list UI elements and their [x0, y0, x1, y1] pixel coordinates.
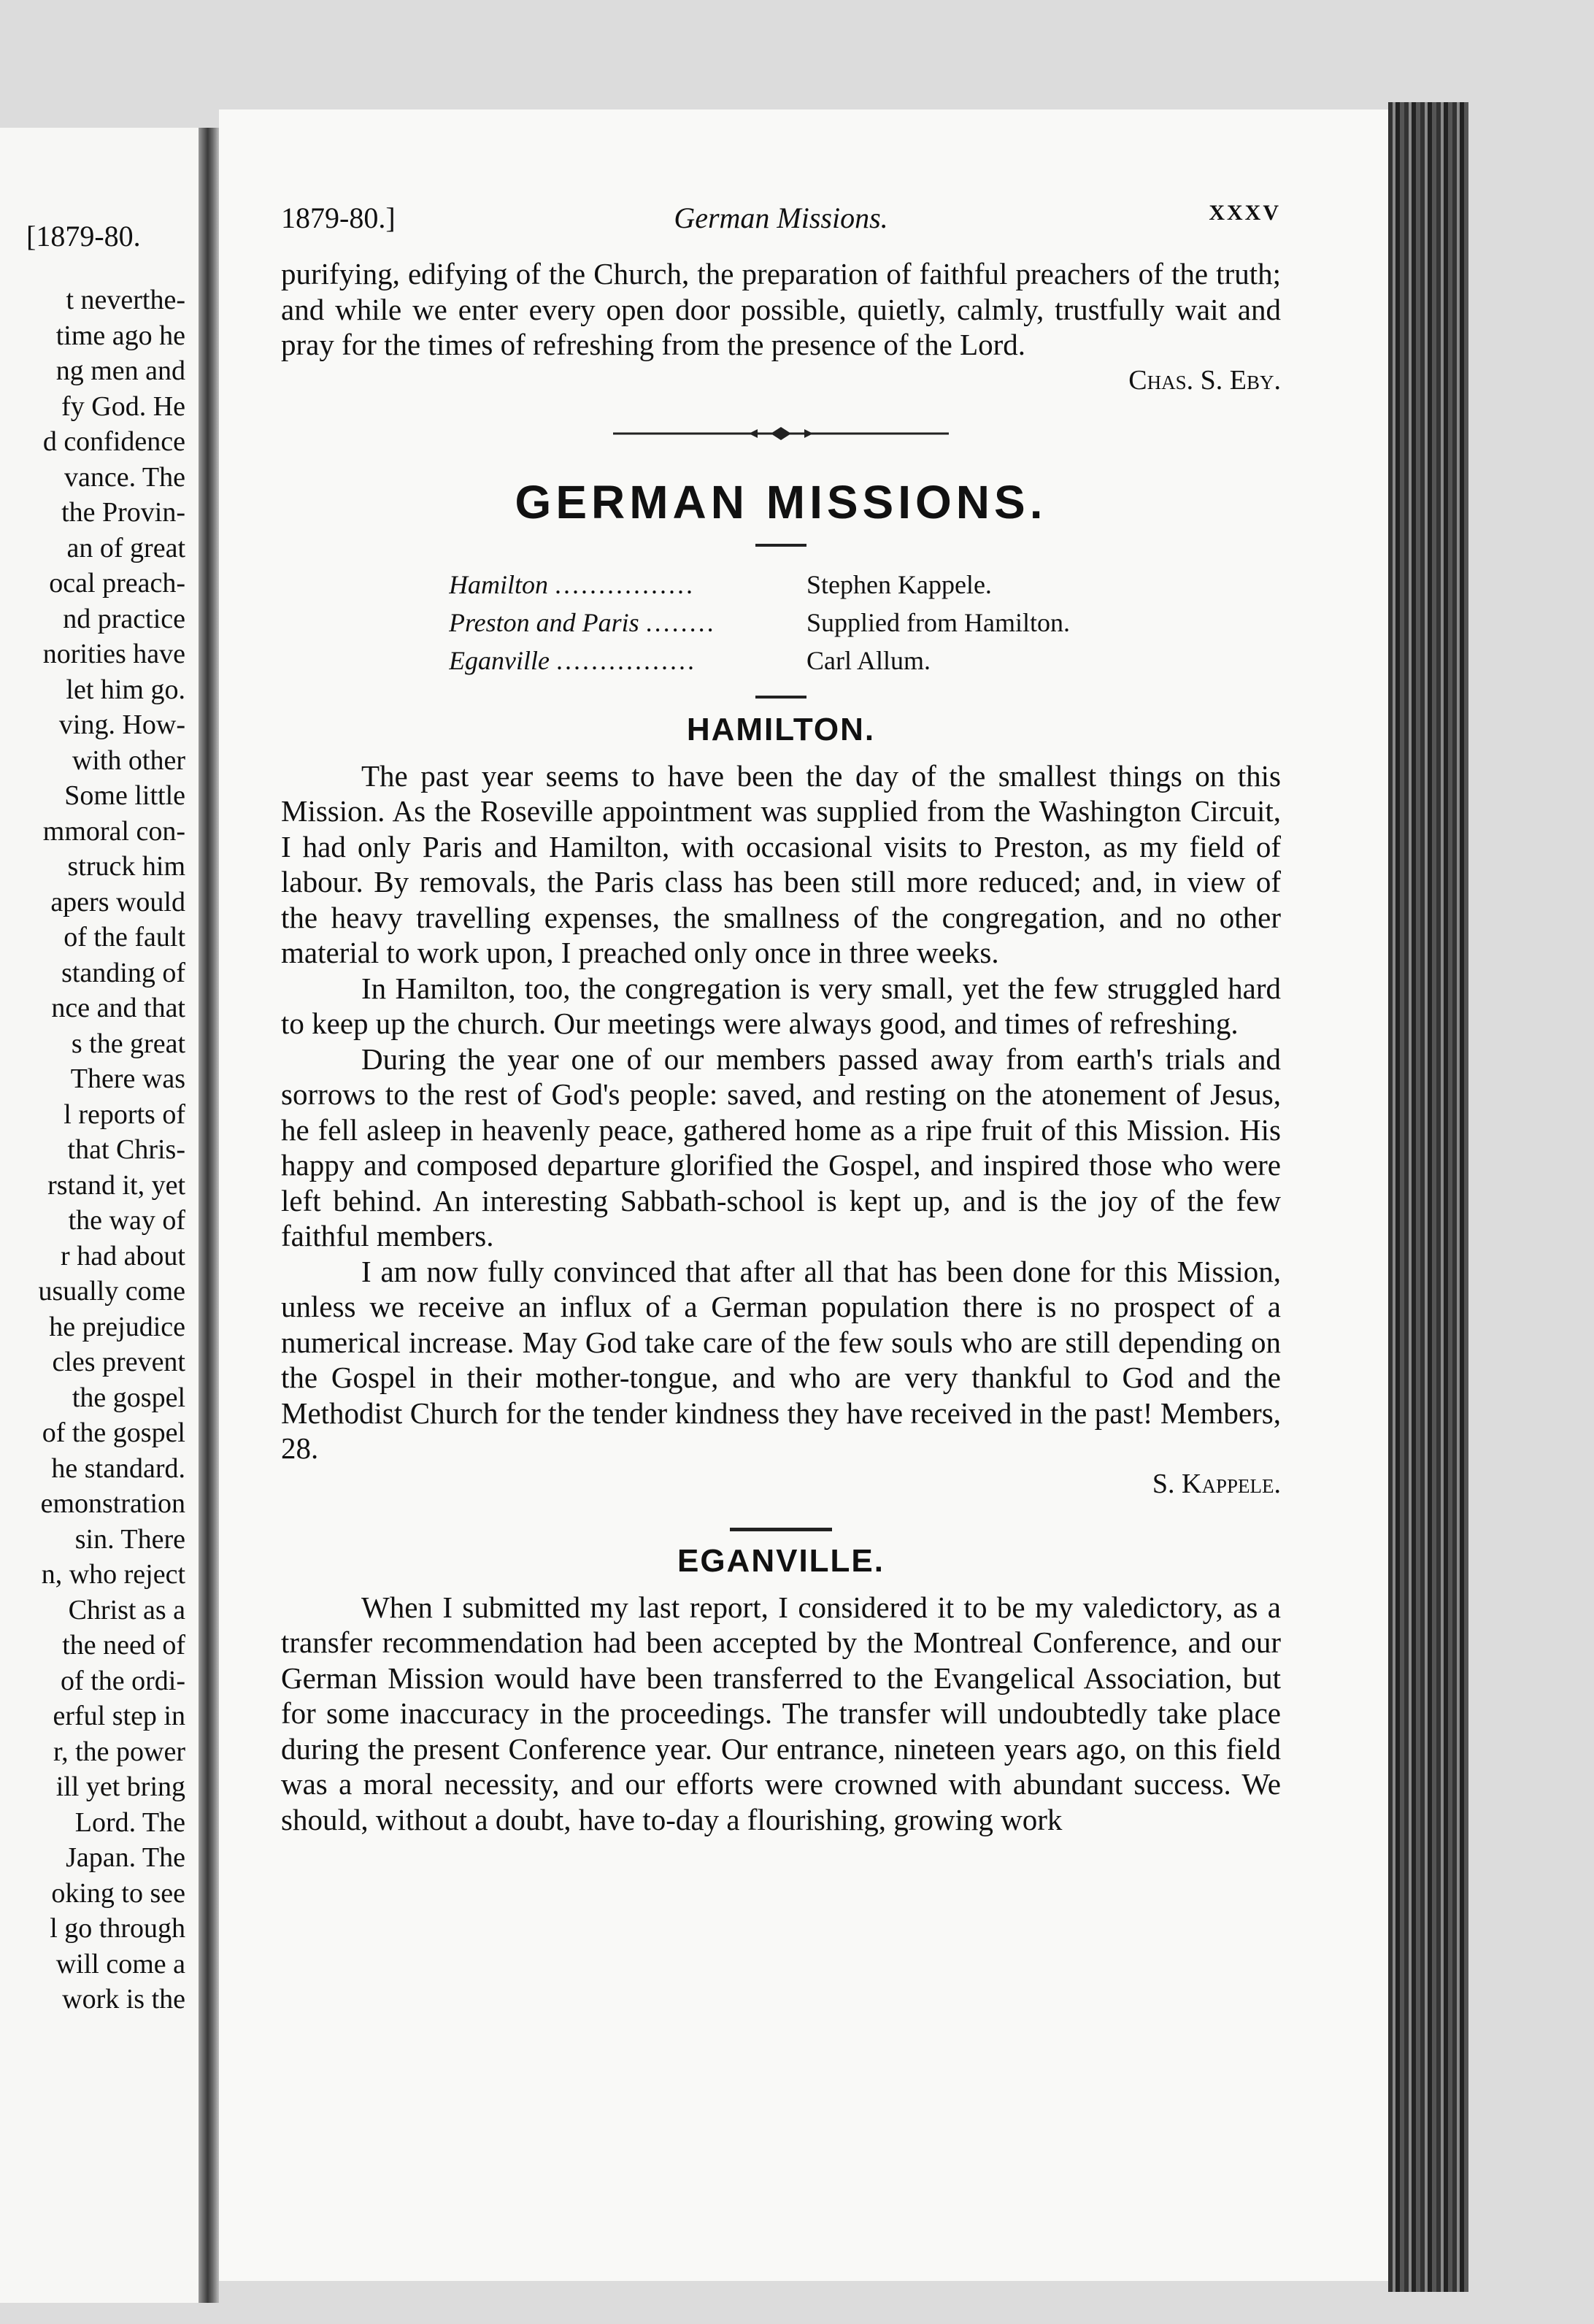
left-page-text [0, 282, 185, 2017]
left-text-line: There was [70, 1063, 185, 1094]
left-text-line: ving. How- [58, 709, 185, 740]
left-text-line: Some little [64, 780, 185, 811]
report-paragraph: The past year seems to have been the day of the smallest things on this Mission. As the Roseville appointment was supplied from the Washington Circuit, I had only Paris and Hamilton, with occasional visits to Preston, as my field of labour. By removals, the Paris class has been still more reduced; and, in view of the heavy travelling expenses, the smallness of the congregation, and no other material to work upon, I preached only once in three weeks. [281, 758, 1281, 969]
title-rule [755, 544, 806, 547]
left-text-line: the way of [68, 1205, 185, 1236]
roster-row [449, 566, 1150, 604]
left-text-line: work is the [62, 1984, 185, 2015]
page-number: XXXV [1209, 201, 1281, 225]
left-text-line: the Provin- [61, 497, 185, 528]
left-text-line: ocal preach- [49, 568, 185, 599]
left-page [0, 128, 199, 2303]
left-text-line: apers would [50, 886, 185, 917]
hamilton-signature: S. Kappele. [1152, 1468, 1281, 1499]
left-page-header: [1879-80. [26, 220, 141, 253]
left-text-line: Lord. The [74, 1807, 185, 1838]
left-text-line: time ago he [55, 320, 185, 351]
roster-leader-dots: ........ [645, 607, 716, 637]
header-year: 1879-80.] [281, 201, 396, 234]
left-text-line: t neverthe- [66, 285, 185, 315]
continued-paragraph: purifying, edifying of the Church, the preparation of faithful preachers of the truth; and while we enter every open door possible, quietly, calmly, trustfully wait and pray for the times of refreshing from the presence of the Lord. [281, 257, 1281, 361]
roster-minister: Carl Allum. [806, 645, 931, 675]
section-title: GERMAN MISSIONS. [515, 475, 1047, 528]
left-text-line: an of great [66, 532, 185, 563]
left-text-line: ill yet bring [55, 1771, 185, 1802]
ornamental-rule-icon [613, 423, 949, 445]
hamilton-heading: HAMILTON. [686, 711, 876, 747]
roster-row [449, 604, 1150, 642]
report-paragraph: I am now fully convinced that after all that has been done for this Mission, unless we receive an influx of a German population there is no prospect of a numerical increase. May God take care of the few souls who are still depending on the Gospel in their mother-tongue, and who are very thankful to God and the Methodist Church for the tender kindness they have received in the past! Members, 28. [281, 1254, 1281, 1465]
header-title: German Missions. [674, 201, 888, 234]
page-edge [1388, 102, 1468, 2292]
left-text-line: r, the power [53, 1736, 185, 1767]
left-text-line: l go through [50, 1913, 185, 1944]
left-text-line: will come a [55, 1948, 185, 1979]
left-text-line: Japan. The [66, 1842, 185, 1873]
left-text-line: n, who reject [41, 1559, 185, 1590]
roster-place-name: Preston and Paris [449, 607, 639, 637]
left-text-line: rstand it, yet [47, 1169, 185, 1201]
left-text-line: the need of [62, 1630, 185, 1661]
left-text-line: sin. There [74, 1523, 185, 1555]
left-text-line: nd practice [63, 603, 185, 634]
roster-row [449, 642, 1150, 680]
roster-place [449, 642, 806, 680]
report-paragraph: When I submitted my last report, I considered it to be my valedictory, as a transfer recommendation had been accepted by the Montreal Conference, and our German Mission would have been transferred to the Evangelical Association, but for some inaccuracy in the proceedings. The transfer will undoubtedly take place during the present Conference year. Our entrance, nineteen years ago, on this field was a moral necessity, and our efforts were crowned with abundant success. We should, without a doubt, have to-day a flourishing, growing work [281, 1590, 1281, 1836]
left-text-line: with other [72, 744, 185, 776]
running-header [281, 201, 1281, 245]
left-text-line: erful step in [53, 1701, 185, 1731]
roster-minister: Supplied from Hamilton. [806, 607, 1070, 637]
left-text-line: Christ as a [68, 1594, 185, 1625]
left-text-line: r had about [61, 1240, 185, 1271]
report-paragraph: In Hamilton, too, the congregation is very small, yet the few struggled hard to keep up the church. Our meetings were always good, and times of refreshing. [281, 971, 1281, 1040]
eganville-heading: EGANVILLE. [677, 1542, 885, 1579]
left-text-line: cles prevent [52, 1347, 185, 1377]
roster-place [449, 604, 806, 642]
left-text-line: emonstration [40, 1488, 185, 1519]
left-text-line: s the great [71, 1028, 185, 1059]
roster-rule [755, 696, 806, 699]
left-text-line: vance. The [64, 461, 185, 493]
hamilton-report [281, 758, 1281, 1466]
mission-roster [449, 566, 1150, 680]
left-text-line: of the fault [63, 922, 185, 953]
left-text-line: let him go. [66, 674, 185, 705]
report-paragraph: During the year one of our members passed away from earth's trials and sorrows to the rest of God's people: saved, and resting on the atonement of Jesus, he fell asleep in heavenly peace, gathered home as a ripe fruit of this Mission. His happy and composed departure glorified the Gospel, and inspired those who were left behind. An interesting Sabbath-school is kept up, and is the joy of the few faithful members. [281, 1042, 1281, 1253]
left-text-line: of the ordi- [61, 1665, 185, 1696]
roster-place-name: Eganville [449, 645, 550, 675]
left-text-line: fy God. He [61, 390, 185, 422]
left-text-line: nce and that [51, 993, 185, 1023]
left-text-line: l reports of [63, 1098, 185, 1130]
right-page-content [281, 201, 1281, 1837]
section-divider [730, 1528, 832, 1531]
left-text-line: he standard. [51, 1452, 185, 1484]
left-text-line: usually come [38, 1276, 185, 1307]
eganville-report [281, 1590, 1281, 1838]
left-text-line: struck him [67, 851, 185, 882]
roster-place-name: Hamilton [449, 569, 549, 599]
continued-signature: Chas. S. Eby. [1128, 364, 1281, 396]
left-text-line: the gospel [72, 1382, 185, 1413]
right-page [219, 109, 1388, 2281]
roster-leader-dots: ................ [555, 645, 696, 675]
left-text-line: ng men and [55, 355, 185, 386]
roster-minister: Stephen Kappele. [806, 569, 992, 599]
roster-place [449, 566, 806, 604]
left-text-line: of the gospel [42, 1417, 185, 1448]
roster-leader-dots: ................ [555, 569, 696, 599]
left-text-line: standing of [61, 957, 185, 988]
left-text-line: mmoral con- [42, 815, 185, 847]
left-text-line: oking to see [51, 1877, 185, 1909]
left-text-line: norities have [42, 639, 185, 669]
left-text-line: d confidence [42, 426, 185, 457]
book-gutter [199, 128, 219, 2303]
left-text-line: he prejudice [49, 1311, 185, 1342]
left-text-line: that Chris- [67, 1134, 185, 1165]
